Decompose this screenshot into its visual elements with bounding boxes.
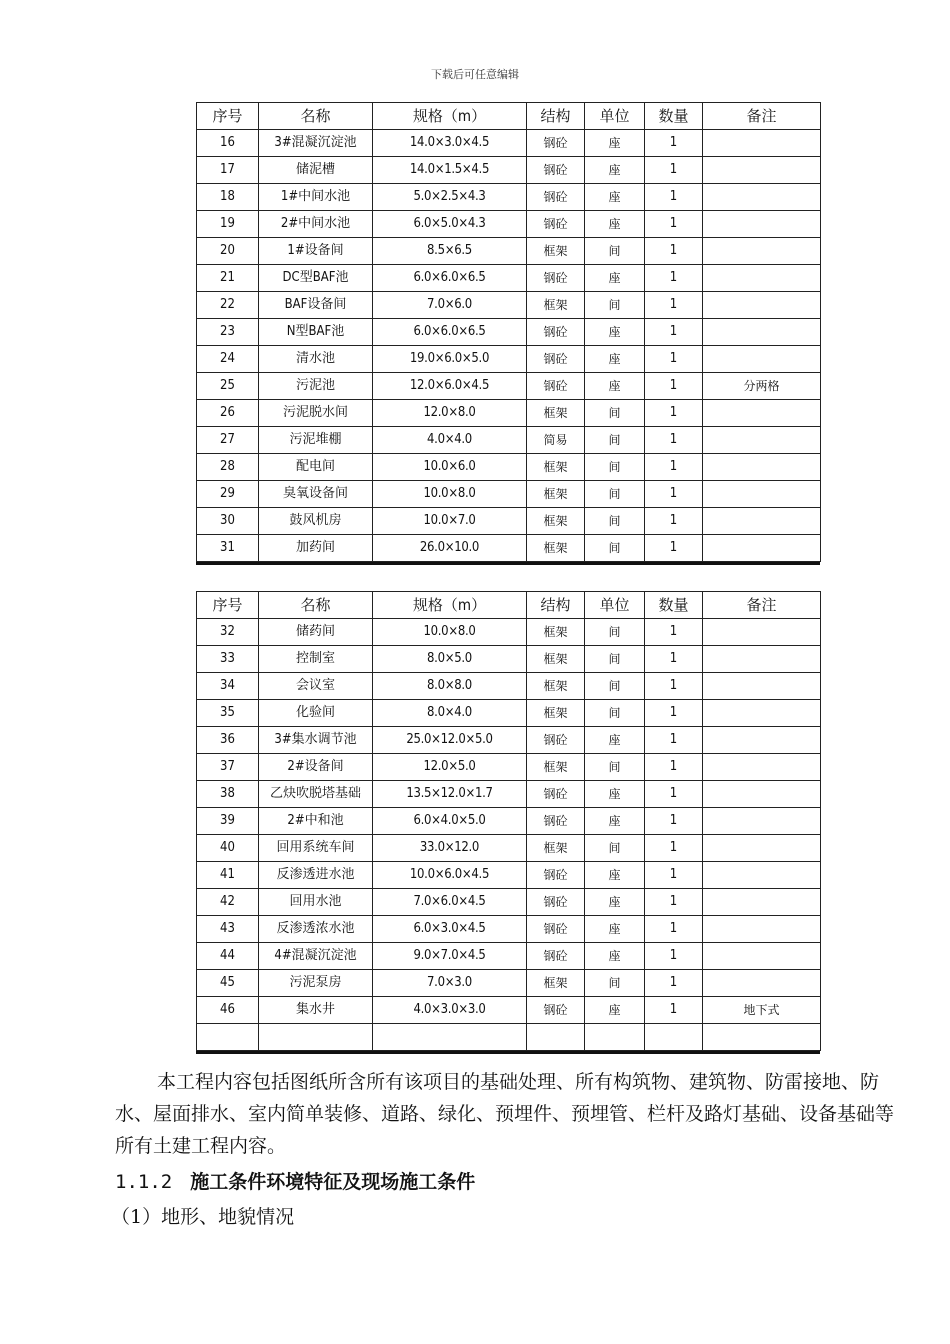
cell-unit: 座 — [585, 889, 645, 916]
table-row — [197, 970, 821, 997]
cell-qty: 1 — [645, 157, 703, 184]
cell-qty: 1 — [645, 997, 703, 1024]
cell-remark — [703, 619, 821, 646]
cell-seq: 40 — [197, 835, 259, 862]
cell-spec: 9.0×7.0×4.5 — [373, 943, 527, 970]
cell-seq: 33 — [197, 646, 259, 673]
table-row — [197, 346, 821, 373]
cell-remark — [703, 508, 821, 535]
cell-qty: 1 — [645, 727, 703, 754]
cell-structure: 框架 — [527, 754, 585, 781]
cell-seq: 28 — [197, 454, 259, 481]
table-bottom-rule — [196, 562, 820, 565]
cell-spec: 7.0×6.0 — [373, 292, 527, 319]
cell-remark: 地下式 — [703, 997, 821, 1024]
cell-structure — [527, 1024, 585, 1051]
cell-structure: 框架 — [527, 238, 585, 265]
cell-qty — [645, 1024, 703, 1051]
structures-table-1 — [196, 102, 820, 565]
cell-spec: 6.0×6.0×6.5 — [373, 265, 527, 292]
cell-unit: 座 — [585, 727, 645, 754]
table-row — [197, 427, 821, 454]
table-row — [197, 835, 821, 862]
cell-unit: 座 — [585, 211, 645, 238]
cell-qty: 1 — [645, 292, 703, 319]
cell-spec: 12.0×5.0 — [373, 754, 527, 781]
table-row — [197, 646, 821, 673]
cell-seq: 38 — [197, 781, 259, 808]
cell-seq: 44 — [197, 943, 259, 970]
cell-spec: 12.0×8.0 — [373, 400, 527, 427]
cell-remark — [703, 481, 821, 508]
cell-qty: 1 — [645, 754, 703, 781]
cell-structure: 框架 — [527, 400, 585, 427]
cell-structure: 框架 — [527, 481, 585, 508]
cell-unit: 座 — [585, 808, 645, 835]
column-header-spec: 规格（m） — [373, 103, 527, 130]
cell-spec: 8.0×8.0 — [373, 673, 527, 700]
cell-structure: 框架 — [527, 535, 585, 562]
cell-remark — [703, 727, 821, 754]
table-row — [197, 889, 821, 916]
cell-spec: 8.0×4.0 — [373, 700, 527, 727]
structures-table-2 — [196, 591, 820, 1054]
cell-structure: 框架 — [527, 508, 585, 535]
table-row — [197, 535, 821, 562]
cell-qty: 1 — [645, 700, 703, 727]
cell-spec: 19.0×6.0×5.0 — [373, 346, 527, 373]
table-row — [197, 943, 821, 970]
cell-remark — [703, 889, 821, 916]
cell-spec: 6.0×6.0×6.5 — [373, 319, 527, 346]
cell-name: 1#设备间 — [259, 238, 373, 265]
cell-spec: 6.0×3.0×4.5 — [373, 916, 527, 943]
column-header-name: 名称 — [259, 592, 373, 619]
cell-remark — [703, 400, 821, 427]
cell-spec: 26.0×10.0 — [373, 535, 527, 562]
cell-seq: 20 — [197, 238, 259, 265]
cell-seq: 34 — [197, 673, 259, 700]
cell-qty: 1 — [645, 319, 703, 346]
cell-seq: 35 — [197, 700, 259, 727]
cell-unit: 座 — [585, 265, 645, 292]
cell-name: 反渗透进水池 — [259, 862, 373, 889]
cell-remark — [703, 970, 821, 997]
cell-seq: 21 — [197, 265, 259, 292]
table-row — [197, 400, 821, 427]
cell-unit: 间 — [585, 238, 645, 265]
column-header-seq: 序号 — [197, 592, 259, 619]
cell-unit: 间 — [585, 646, 645, 673]
cell-unit: 座 — [585, 997, 645, 1024]
cell-spec: 4.0×3.0×3.0 — [373, 997, 527, 1024]
cell-name: 储泥槽 — [259, 157, 373, 184]
cell-qty: 1 — [645, 400, 703, 427]
cell-seq: 23 — [197, 319, 259, 346]
cell-seq: 36 — [197, 727, 259, 754]
cell-name: 4#混凝沉淀池 — [259, 943, 373, 970]
table-row — [197, 238, 821, 265]
cell-seq: 25 — [197, 373, 259, 400]
scope-paragraph: 本工程内容包括图纸所含所有该项目的基础处理、所有构筑物、建筑物、防雷接地、防水、屋面排水、室内简单装修、道路、绿化、预埋件、预埋管、栏杆及路灯基础、设备基础等所有土建工程内容。 — [115, 1071, 895, 1157]
cell-remark — [703, 673, 821, 700]
cell-remark — [703, 1024, 821, 1051]
cell-structure: 简易 — [527, 427, 585, 454]
cell-qty: 1 — [645, 889, 703, 916]
cell-structure: 框架 — [527, 292, 585, 319]
cell-qty: 1 — [645, 781, 703, 808]
cell-name: 2#中和池 — [259, 808, 373, 835]
cell-name: BAF设备间 — [259, 292, 373, 319]
cell-seq: 19 — [197, 211, 259, 238]
table-row — [197, 727, 821, 754]
cell-unit: 座 — [585, 862, 645, 889]
cell-structure: 钢砼 — [527, 130, 585, 157]
cell-structure: 钢砼 — [527, 808, 585, 835]
cell-qty: 1 — [645, 535, 703, 562]
cell-qty: 1 — [645, 646, 703, 673]
cell-qty: 1 — [645, 265, 703, 292]
cell-seq: 30 — [197, 508, 259, 535]
table-row — [197, 481, 821, 508]
cell-qty: 1 — [645, 673, 703, 700]
cell-spec: 33.0×12.0 — [373, 835, 527, 862]
cell-name: 集水井 — [259, 997, 373, 1024]
cell-name: DC型BAF池 — [259, 265, 373, 292]
table-row — [197, 754, 821, 781]
cell-qty: 1 — [645, 508, 703, 535]
cell-remark — [703, 454, 821, 481]
cell-remark — [703, 238, 821, 265]
cell-name: 污泥泵房 — [259, 970, 373, 997]
cell-structure: 框架 — [527, 970, 585, 997]
cell-seq: 27 — [197, 427, 259, 454]
cell-spec: 10.0×8.0 — [373, 481, 527, 508]
cell-seq: 22 — [197, 292, 259, 319]
cell-remark — [703, 781, 821, 808]
cell-spec: 14.0×3.0×4.5 — [373, 130, 527, 157]
table-row — [197, 808, 821, 835]
cell-remark — [703, 346, 821, 373]
subsection-heading: （1）地形、地貌情况 — [111, 1206, 295, 1228]
table-bottom-rule — [196, 1051, 820, 1054]
cell-spec: 12.0×6.0×4.5 — [373, 373, 527, 400]
table-row — [197, 373, 821, 400]
cell-name: 回用系统车间 — [259, 835, 373, 862]
cell-spec: 14.0×1.5×4.5 — [373, 157, 527, 184]
cell-name: 污泥堆棚 — [259, 427, 373, 454]
cell-seq: 24 — [197, 346, 259, 373]
cell-unit — [585, 1024, 645, 1051]
cell-qty: 1 — [645, 835, 703, 862]
cell-structure: 钢砼 — [527, 346, 585, 373]
cell-name: 2#中间水池 — [259, 211, 373, 238]
cell-structure: 钢砼 — [527, 943, 585, 970]
cell-structure: 框架 — [527, 619, 585, 646]
cell-structure: 钢砼 — [527, 319, 585, 346]
cell-unit: 间 — [585, 292, 645, 319]
cell-spec: 4.0×4.0 — [373, 427, 527, 454]
table-row — [197, 619, 821, 646]
cell-structure: 钢砼 — [527, 889, 585, 916]
column-header-unit: 单位 — [585, 103, 645, 130]
cell-remark — [703, 835, 821, 862]
cell-spec — [373, 1024, 527, 1051]
cell-name: 清水池 — [259, 346, 373, 373]
cell-name: 反渗透浓水池 — [259, 916, 373, 943]
cell-qty: 1 — [645, 916, 703, 943]
column-header-structure: 结构 — [527, 103, 585, 130]
cell-name: 3#集水调节池 — [259, 727, 373, 754]
table-row — [197, 916, 821, 943]
cell-spec: 5.0×2.5×4.3 — [373, 184, 527, 211]
cell-qty: 1 — [645, 454, 703, 481]
cell-remark — [703, 916, 821, 943]
cell-unit: 间 — [585, 700, 645, 727]
cell-name: 鼓风机房 — [259, 508, 373, 535]
cell-structure: 框架 — [527, 835, 585, 862]
cell-remark — [703, 130, 821, 157]
cell-remark — [703, 943, 821, 970]
cell-spec: 10.0×6.0 — [373, 454, 527, 481]
cell-qty: 1 — [645, 346, 703, 373]
table-row — [197, 508, 821, 535]
cell-name: 3#混凝沉淀池 — [259, 130, 373, 157]
cell-structure: 钢砼 — [527, 265, 585, 292]
page-header-watermark: 下载后可任意编辑 — [431, 68, 519, 81]
cell-seq — [197, 1024, 259, 1051]
cell-spec: 8.5×6.5 — [373, 238, 527, 265]
cell-qty: 1 — [645, 211, 703, 238]
table-row — [197, 1024, 821, 1051]
cell-name: 控制室 — [259, 646, 373, 673]
cell-seq: 17 — [197, 157, 259, 184]
cell-seq: 39 — [197, 808, 259, 835]
column-header-name: 名称 — [259, 103, 373, 130]
cell-name: 加药间 — [259, 535, 373, 562]
cell-remark — [703, 427, 821, 454]
cell-structure: 钢砼 — [527, 781, 585, 808]
table-row — [197, 292, 821, 319]
cell-spec: 6.0×4.0×5.0 — [373, 808, 527, 835]
column-header-qty: 数量 — [645, 592, 703, 619]
cell-seq: 41 — [197, 862, 259, 889]
cell-qty: 1 — [645, 481, 703, 508]
cell-qty: 1 — [645, 238, 703, 265]
table-row — [197, 319, 821, 346]
cell-unit: 间 — [585, 619, 645, 646]
cell-spec: 8.0×5.0 — [373, 646, 527, 673]
cell-remark — [703, 754, 821, 781]
cell-remark — [703, 292, 821, 319]
table-row — [197, 781, 821, 808]
cell-seq: 16 — [197, 130, 259, 157]
cell-unit: 座 — [585, 916, 645, 943]
cell-structure: 钢砼 — [527, 997, 585, 1024]
cell-unit: 间 — [585, 427, 645, 454]
column-header-structure: 结构 — [527, 592, 585, 619]
cell-remark — [703, 319, 821, 346]
cell-seq: 43 — [197, 916, 259, 943]
cell-unit: 座 — [585, 943, 645, 970]
table-row — [197, 265, 821, 292]
table-row — [197, 211, 821, 238]
cell-spec: 25.0×12.0×5.0 — [373, 727, 527, 754]
cell-name: 会议室 — [259, 673, 373, 700]
cell-remark — [703, 808, 821, 835]
cell-name: 化验间 — [259, 700, 373, 727]
cell-structure: 框架 — [527, 700, 585, 727]
cell-remark — [703, 646, 821, 673]
cell-remark — [703, 700, 821, 727]
cell-remark — [703, 184, 821, 211]
cell-spec: 10.0×6.0×4.5 — [373, 862, 527, 889]
cell-unit: 座 — [585, 319, 645, 346]
section-heading — [115, 1166, 895, 1198]
cell-seq: 42 — [197, 889, 259, 916]
cell-seq: 31 — [197, 535, 259, 562]
cell-structure: 钢砼 — [527, 211, 585, 238]
cell-remark: 分两格 — [703, 373, 821, 400]
cell-name: 1#中间水池 — [259, 184, 373, 211]
cell-unit: 座 — [585, 781, 645, 808]
column-header-spec: 规格（m） — [373, 592, 527, 619]
cell-structure: 钢砼 — [527, 727, 585, 754]
cell-name: 污泥池 — [259, 373, 373, 400]
cell-unit: 间 — [585, 754, 645, 781]
cell-name: 臭氧设备间 — [259, 481, 373, 508]
cell-qty: 1 — [645, 970, 703, 997]
cell-name: 回用水池 — [259, 889, 373, 916]
cell-structure: 钢砼 — [527, 862, 585, 889]
cell-structure: 钢砼 — [527, 373, 585, 400]
cell-qty: 1 — [645, 373, 703, 400]
cell-unit: 间 — [585, 673, 645, 700]
cell-structure: 钢砼 — [527, 157, 585, 184]
table-row — [197, 454, 821, 481]
table-row — [197, 673, 821, 700]
cell-name: 储药间 — [259, 619, 373, 646]
cell-seq: 45 — [197, 970, 259, 997]
cell-seq: 37 — [197, 754, 259, 781]
cell-spec: 10.0×8.0 — [373, 619, 527, 646]
column-header-remark: 备注 — [703, 592, 821, 619]
cell-spec: 10.0×7.0 — [373, 508, 527, 535]
cell-name: 配电间 — [259, 454, 373, 481]
cell-spec: 7.0×6.0×4.5 — [373, 889, 527, 916]
section-number: 1.1.2 — [115, 1171, 173, 1193]
table-row — [197, 700, 821, 727]
cell-structure: 框架 — [527, 646, 585, 673]
table-row — [197, 184, 821, 211]
cell-name — [259, 1024, 373, 1051]
column-header-qty: 数量 — [645, 103, 703, 130]
cell-spec: 13.5×12.0×1.7 — [373, 781, 527, 808]
cell-remark — [703, 535, 821, 562]
cell-unit: 座 — [585, 157, 645, 184]
cell-name: N型BAF池 — [259, 319, 373, 346]
cell-qty: 1 — [645, 943, 703, 970]
table-row — [197, 157, 821, 184]
table-row — [197, 997, 821, 1024]
column-header-remark: 备注 — [703, 103, 821, 130]
cell-structure: 钢砼 — [527, 916, 585, 943]
cell-spec: 6.0×5.0×4.3 — [373, 211, 527, 238]
cell-seq: 29 — [197, 481, 259, 508]
cell-unit: 间 — [585, 970, 645, 997]
cell-seq: 18 — [197, 184, 259, 211]
cell-qty: 1 — [645, 619, 703, 646]
cell-unit: 间 — [585, 535, 645, 562]
cell-unit: 座 — [585, 184, 645, 211]
cell-remark — [703, 265, 821, 292]
cell-remark — [703, 211, 821, 238]
cell-unit: 间 — [585, 508, 645, 535]
cell-unit: 间 — [585, 400, 645, 427]
cell-unit: 间 — [585, 454, 645, 481]
cell-seq: 32 — [197, 619, 259, 646]
cell-unit: 间 — [585, 481, 645, 508]
cell-unit: 座 — [585, 373, 645, 400]
cell-qty: 1 — [645, 808, 703, 835]
cell-unit: 座 — [585, 346, 645, 373]
cell-name: 污泥脱水间 — [259, 400, 373, 427]
cell-qty: 1 — [645, 427, 703, 454]
cell-structure: 框架 — [527, 454, 585, 481]
table-row — [197, 130, 821, 157]
cell-structure: 钢砼 — [527, 184, 585, 211]
column-header-seq: 序号 — [197, 103, 259, 130]
cell-spec: 7.0×3.0 — [373, 970, 527, 997]
cell-seq: 46 — [197, 997, 259, 1024]
column-header-unit: 单位 — [585, 592, 645, 619]
cell-unit: 间 — [585, 835, 645, 862]
cell-structure: 框架 — [527, 673, 585, 700]
cell-seq: 26 — [197, 400, 259, 427]
table-row — [197, 862, 821, 889]
cell-qty: 1 — [645, 130, 703, 157]
cell-unit: 座 — [585, 130, 645, 157]
section-title: 施工条件环境特征及现场施工条件 — [190, 1171, 476, 1193]
cell-qty: 1 — [645, 862, 703, 889]
cell-remark — [703, 862, 821, 889]
cell-name: 2#设备间 — [259, 754, 373, 781]
cell-remark — [703, 157, 821, 184]
cell-qty: 1 — [645, 184, 703, 211]
cell-name: 乙炔吹脱塔基础 — [259, 781, 373, 808]
